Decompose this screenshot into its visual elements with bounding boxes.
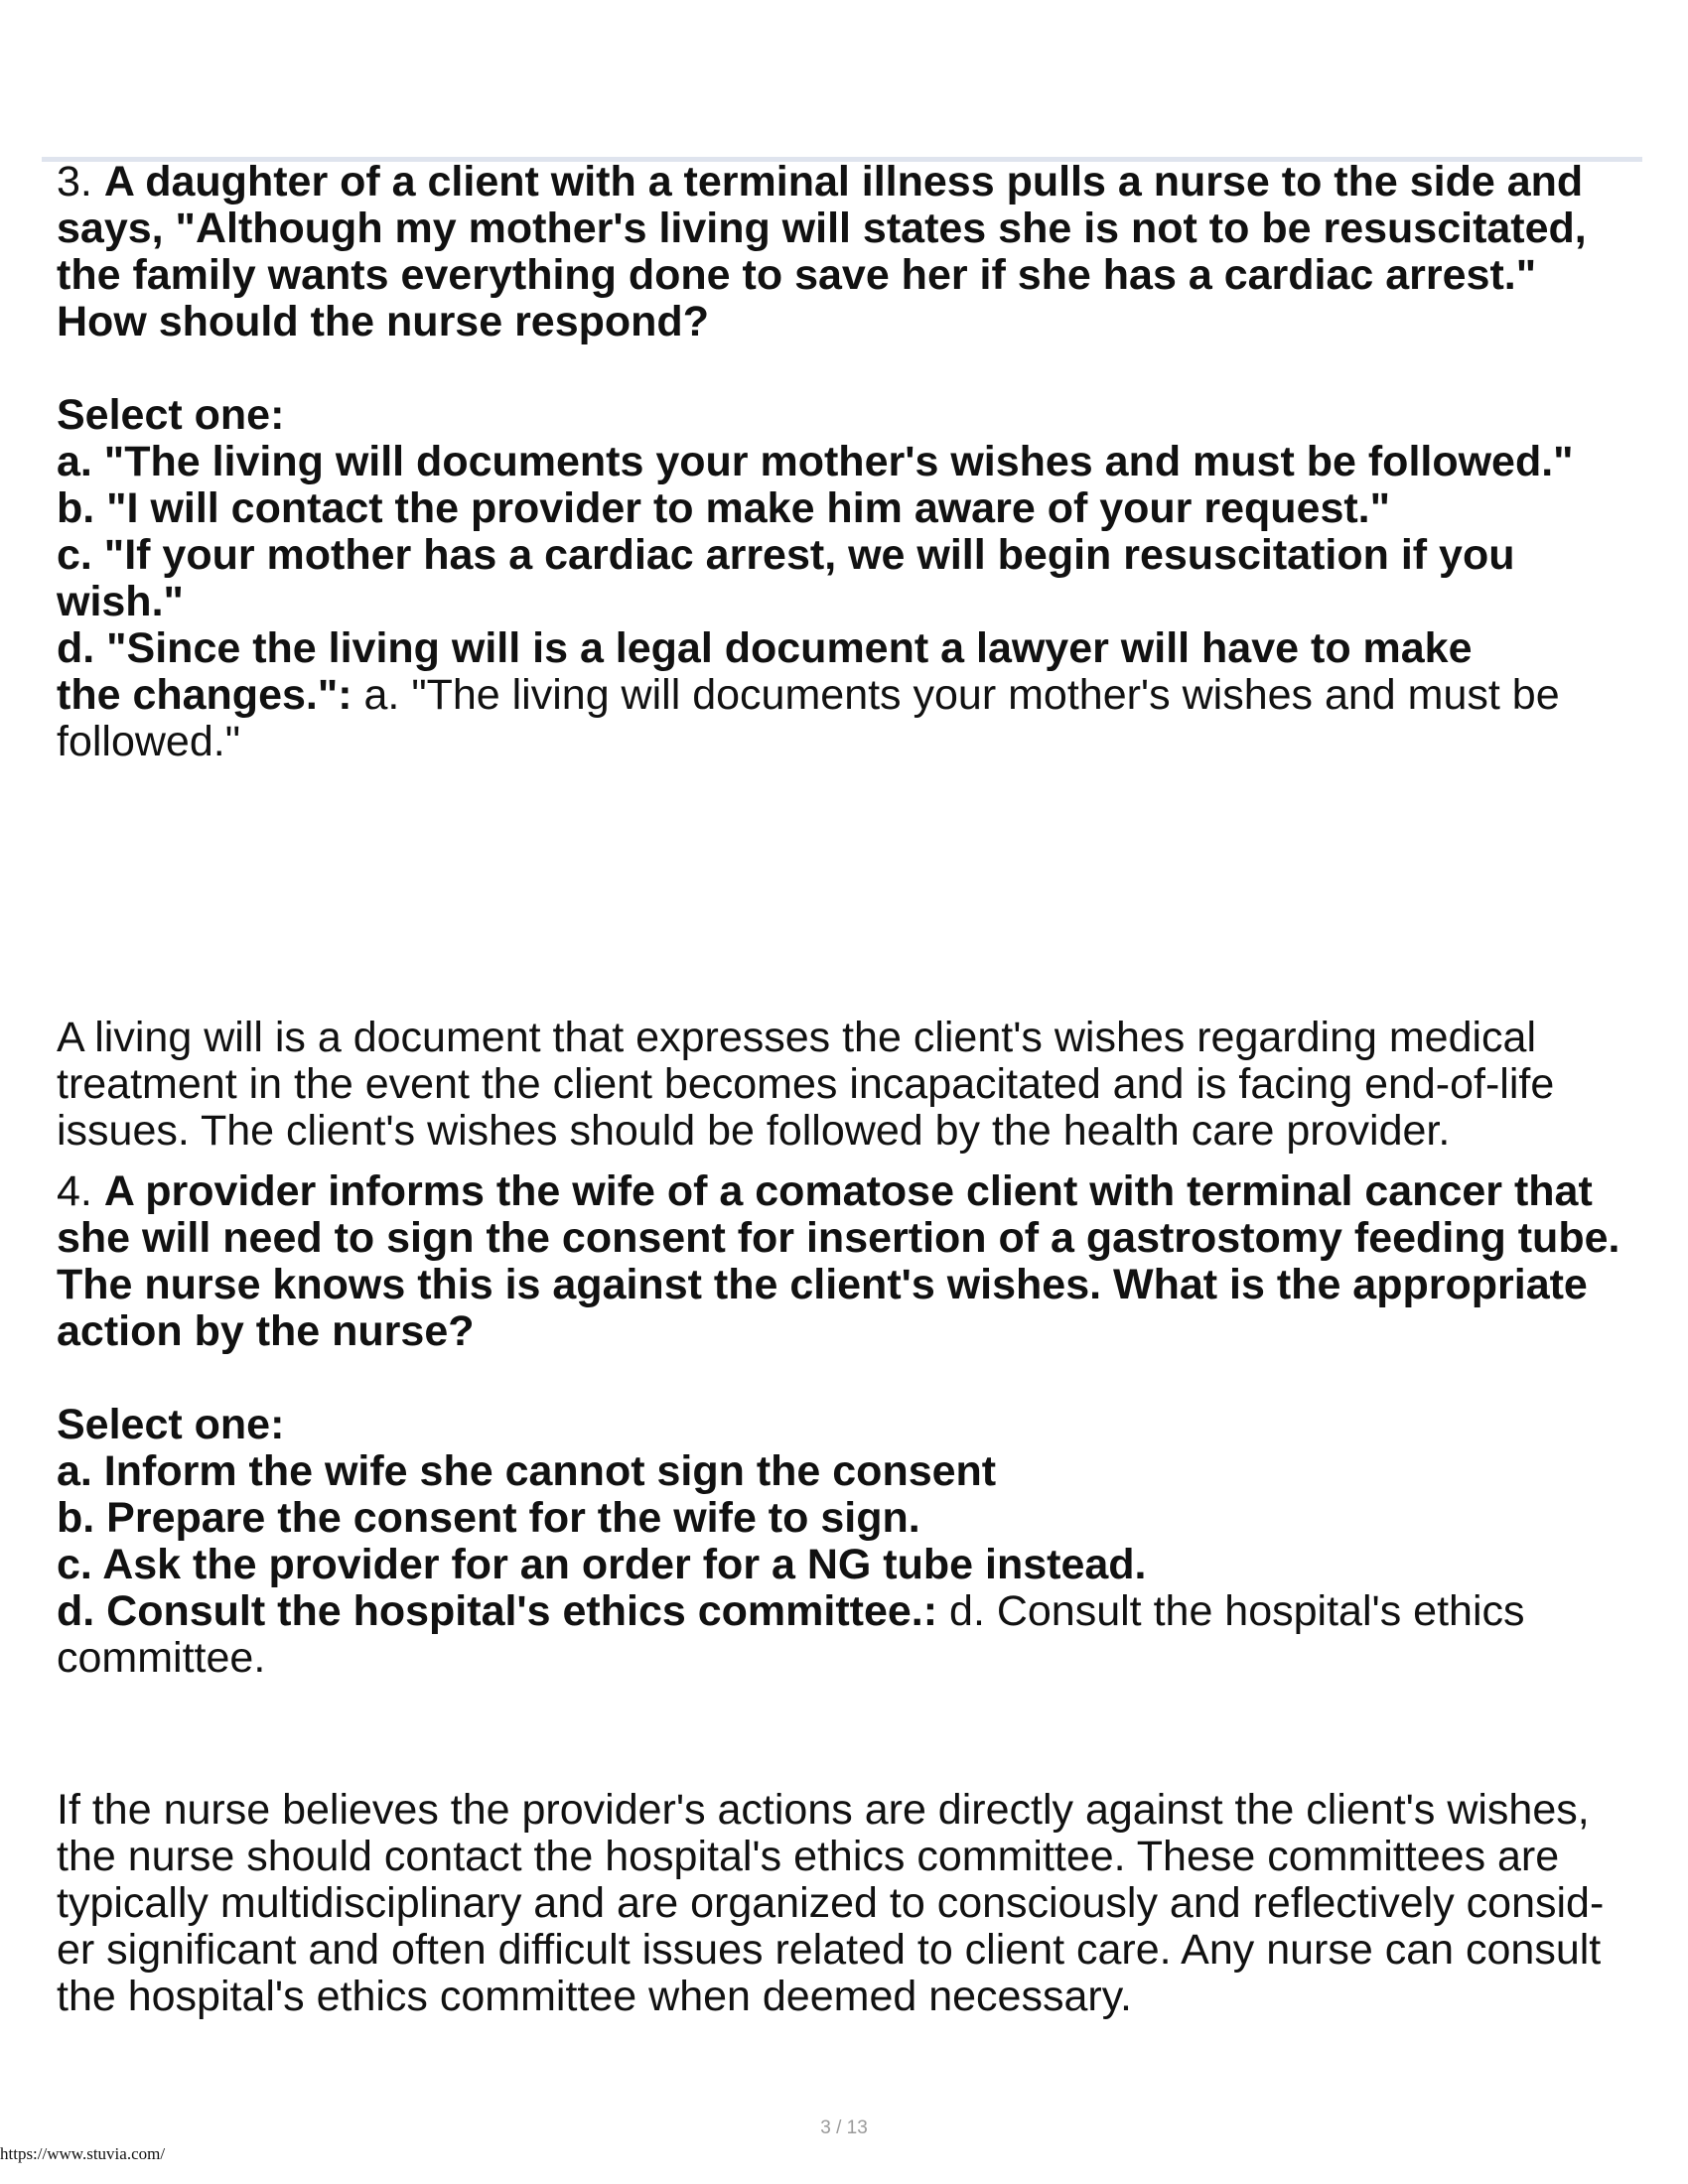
question-number: 4. xyxy=(57,1167,92,1215)
option-c-cont: wish." xyxy=(57,578,184,625)
explanation-line: the hospital's ethics committee when deemed necessary. xyxy=(57,1973,1132,2020)
footer-url[interactable]: https://www.stuvia.com/ xyxy=(0,2144,166,2163)
option-c: c. "If your mother has a cardiac arrest, we will begin resuscitation if you xyxy=(57,531,1515,579)
answer-line xyxy=(57,672,1645,719)
explanation-line: the nurse should contact the hospital's ethics committee. These committees are xyxy=(57,1833,1560,1880)
select-label: Select one: xyxy=(57,1401,285,1448)
question-number: 3. xyxy=(57,158,92,205)
answer-text: a. "The living will documents your mother's wishes and must be xyxy=(352,671,1560,719)
question-stem-line: 3. A daughter of a client with a terminal illness pulls a nurse to the side and xyxy=(57,158,1584,205)
select-label: Select one: xyxy=(57,391,285,439)
option-b: b. "I will contact the provider to make him aware of your request." xyxy=(57,484,1391,532)
answer-line xyxy=(57,1588,1645,1635)
answer-line-cont: committee. xyxy=(57,1634,266,1682)
question-stem-line: The nurse knows this is against the client's wishes. What is the appropriate xyxy=(57,1261,1588,1308)
spacer xyxy=(57,345,1645,392)
question-stem-line: 4. A provider informs the wife of a comatose client with terminal cancer that xyxy=(57,1167,1593,1215)
option-c: c. Ask the provider for an order for a NG tube instead. xyxy=(57,1541,1147,1588)
explanation-line: er significant and often difficult issues related to client care. Any nurse can consult xyxy=(57,1926,1602,1974)
question-3 xyxy=(57,159,1645,765)
explanation-line: A living will is a document that expresses the client's wishes regarding medical xyxy=(57,1014,1537,1061)
explanation-line: treatment in the event the client becomes incapacitated and is facing end-of-life xyxy=(57,1060,1555,1108)
question-stem-line: the family wants everything done to save her if she has a cardiac arrest." xyxy=(57,251,1537,299)
question-stem-line: says, "Although my mother's living will states she is not to be resuscitated, xyxy=(57,205,1587,252)
explanation-line: issues. The client's wishes should be followed by the health care provider. xyxy=(57,1107,1451,1155)
spacer xyxy=(57,1355,1645,1402)
option-a: a. "The living will documents your mother's wishes and must be followed." xyxy=(57,438,1574,485)
option-d-end: the changes.": xyxy=(57,671,352,719)
option-d: d. Consult the hospital's ethics committee.: xyxy=(57,1587,938,1635)
question-stem-line: action by the nurse? xyxy=(57,1307,475,1355)
question-4 xyxy=(57,1168,1645,1682)
answer-text: d. Consult the hospital's ethics xyxy=(937,1587,1525,1635)
explanation-line: typically multidisciplinary and are organized to consciously and reflectively consid- xyxy=(57,1879,1605,1927)
answer-line-cont: followed." xyxy=(57,718,240,765)
explanation-4 xyxy=(57,1787,1645,2020)
option-b: b. Prepare the consent for the wife to sign. xyxy=(57,1494,920,1542)
option-d: d. "Since the living will is a legal document a lawyer will have to make xyxy=(57,624,1473,672)
explanation-3 xyxy=(57,1015,1645,1155)
option-a: a. Inform the wife she cannot sign the consent xyxy=(57,1447,997,1495)
explanation-line: If the nurse believes the provider's actions are directly against the client's wishes, xyxy=(57,1786,1590,1834)
question-stem-line: she will need to sign the consent for insertion of a gastrostomy feeding tube. xyxy=(57,1214,1620,1262)
question-stem-line: How should the nurse respond? xyxy=(57,298,709,345)
page-number: 3 / 13 xyxy=(820,2117,868,2138)
